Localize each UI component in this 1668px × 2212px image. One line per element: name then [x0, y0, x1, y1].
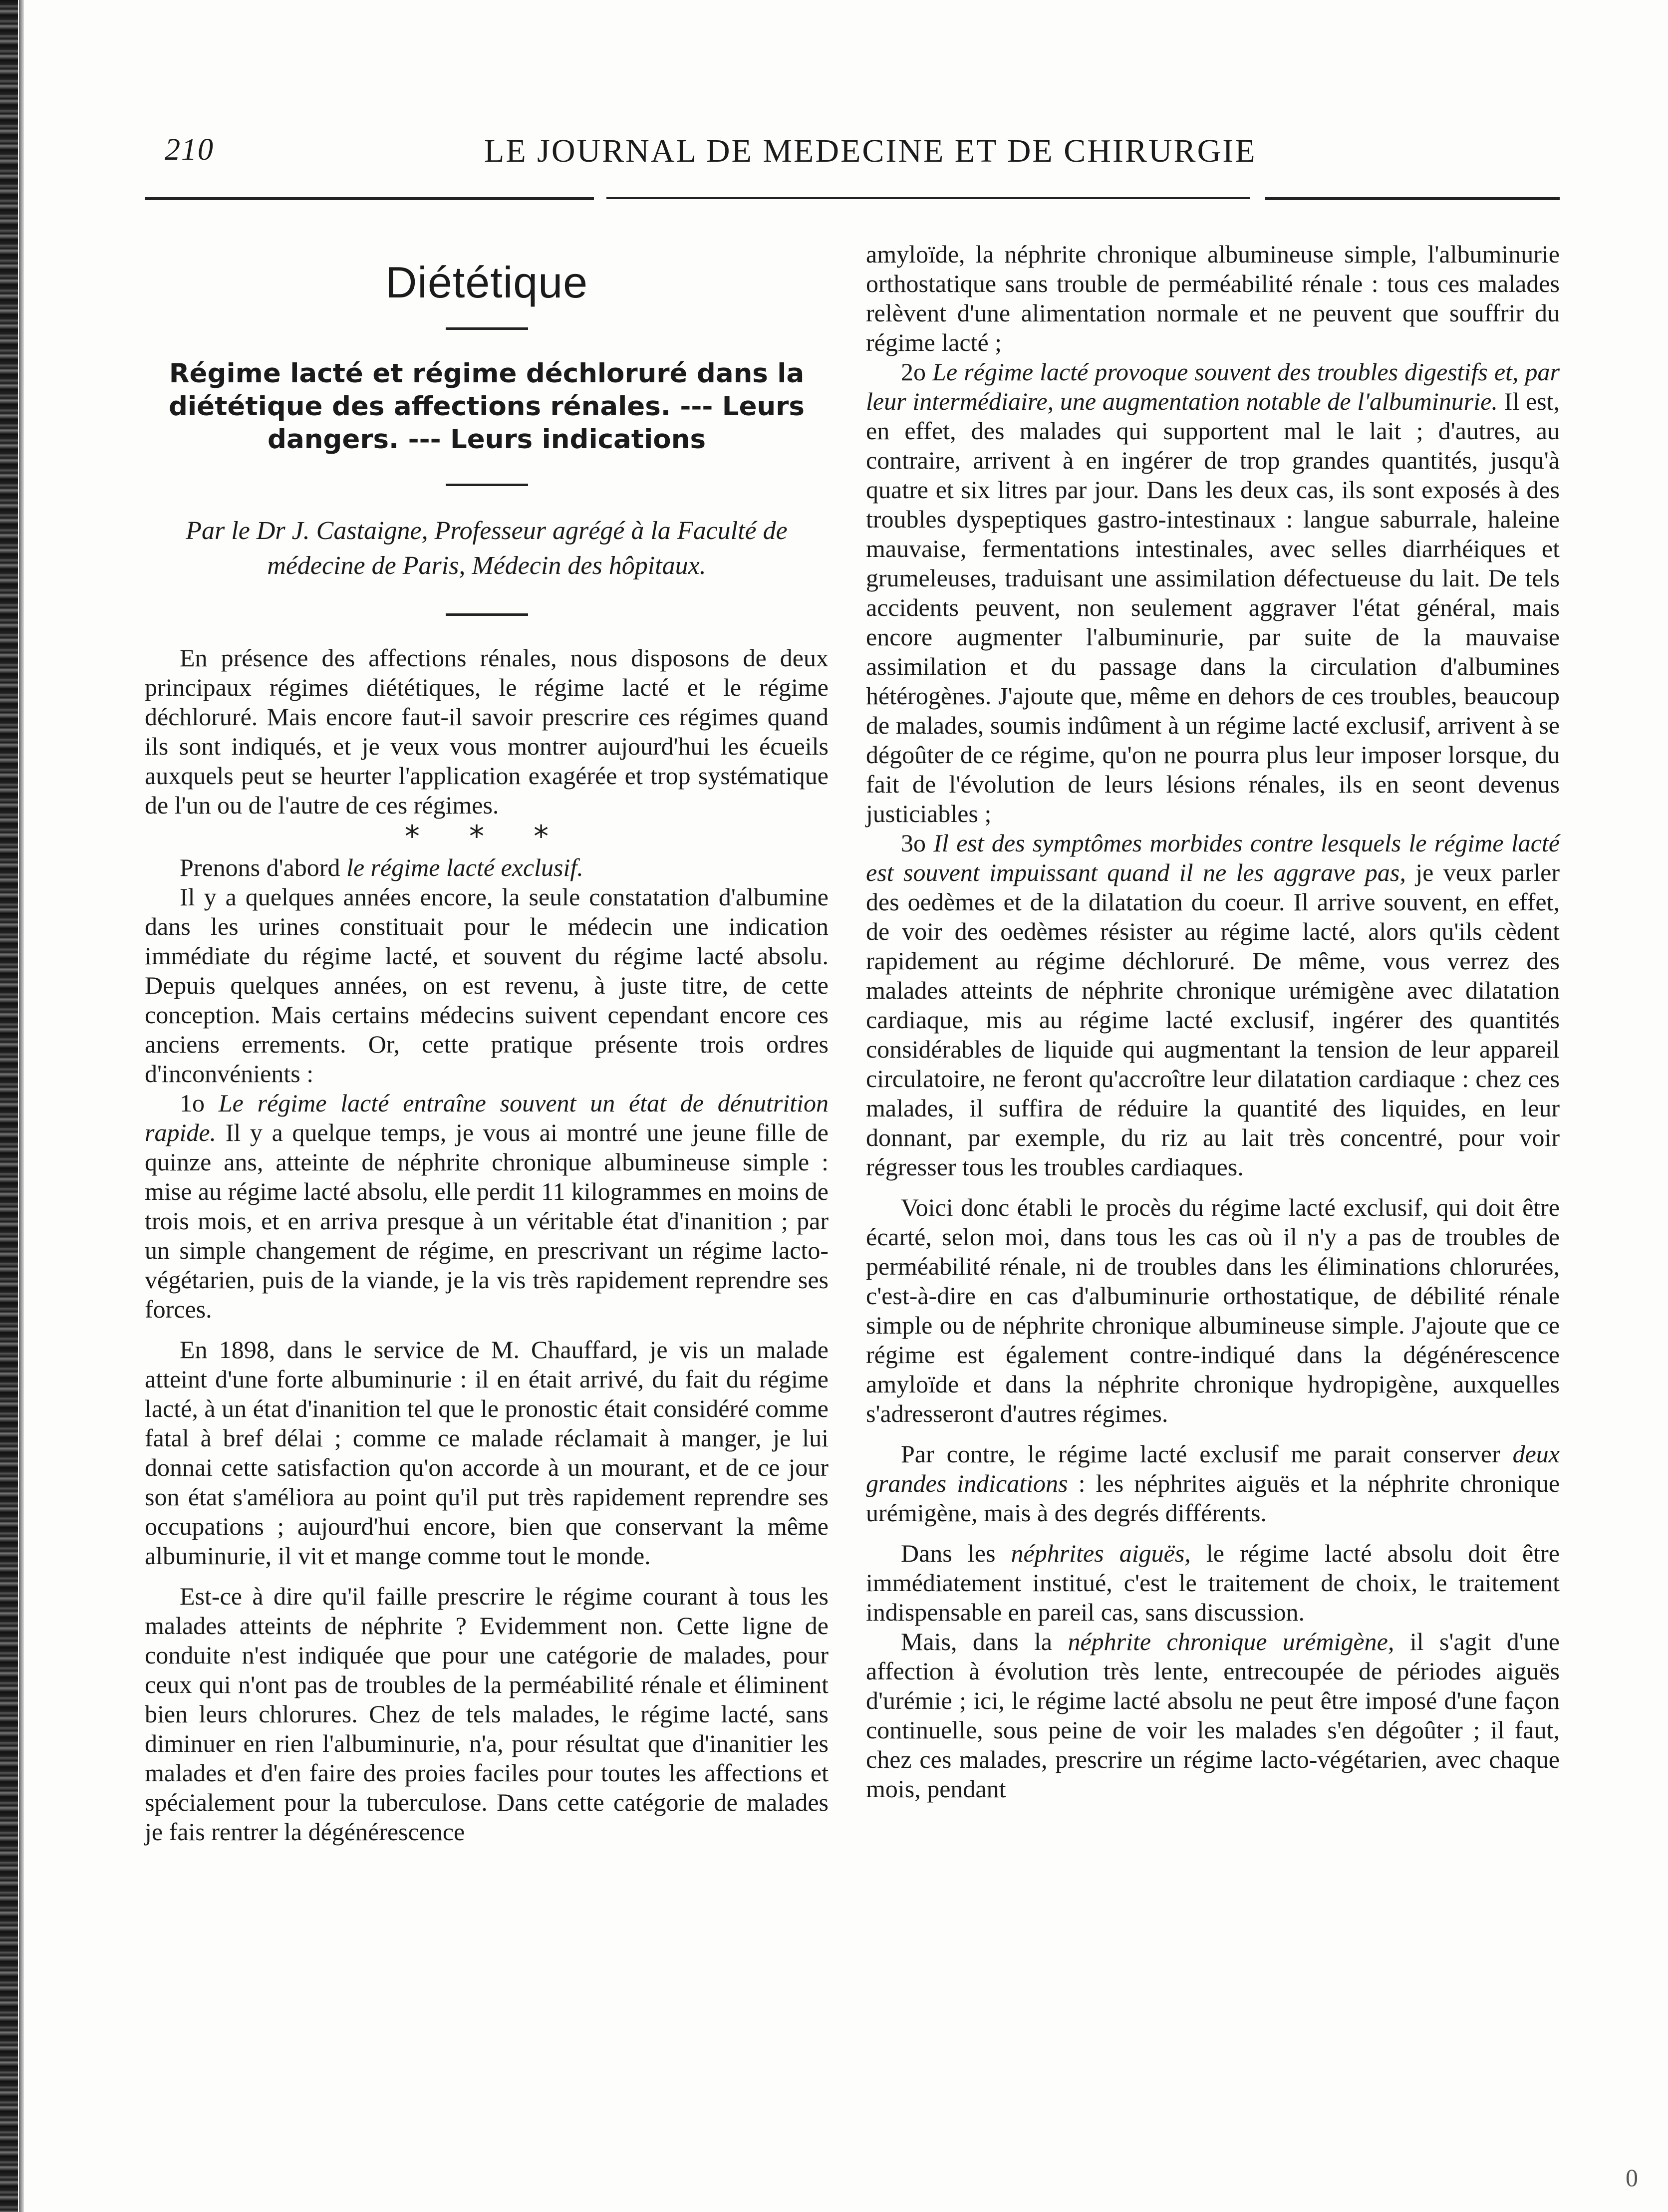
- paragraph-prenons-emphasis: le régime lacté exclusif.: [346, 853, 583, 881]
- byline-divider: [446, 613, 528, 616]
- uremigene-tail: il s'agit d'une affection à évolution très lente, entrecoupée de périodes aiguës d'urémie ; ici, le régime lacté absolu ne peut être imposé d'une façon continuelle, sous peine de voir les malades s'en dégoûter ; il faut, chez ces malades, prescrire un régime lacto-végétarien, avec chaque mois, pendant: [866, 1628, 1560, 1803]
- section-title: Diététique: [385, 258, 588, 307]
- article-headline: Régime lacté et régime déchloruré dans la diététique des affections rénales. --- Leurs dangers. --- Leurs indications: [169, 358, 805, 455]
- par-contre-emphasis: deux grandes indications: [866, 1440, 1560, 1497]
- scan-corner-mark: 0: [1626, 2164, 1638, 2192]
- point-2-number: 2o: [901, 358, 933, 386]
- paragraph-point-2: [866, 357, 1560, 829]
- journal-title: LE JOURNAL DE MEDECINE ET DE CHIRURGIE: [484, 133, 1257, 169]
- paragraph-point-1: [145, 1089, 829, 1324]
- point-3-heading: Il est des symptômes morbides contre lesquels le régime lacté est souvent impuissant quand il ne les aggrave pas,: [866, 829, 1560, 886]
- point-1-number: 1o: [180, 1089, 219, 1117]
- paragraph-constatation: Il y a quelques années encore, la seule constatation d'albumine dans les urines constituait pour le médecin une indication immédiate du régime lacté, et souvent du régime lacté absolu. Depuis quelques années, on est revenu, à juste titre, de cette conception. Mais certains médecins suivent cependant encore ces anciens errements. Or, cette pratique présente trois ordres d'inconvénients :: [145, 883, 829, 1088]
- aigues-emphasis: néphrites aiguës,: [1011, 1539, 1191, 1567]
- point-1-heading: Le régime lacté entraîne souvent un état de dénutrition rapide.: [145, 1089, 829, 1146]
- paragraph-est-ce: Est-ce à dire qu'il faille prescrire le régime courant à tous les malades atteints de néphrite ? Evidemment non. Cette ligne de conduite n'est indiquée que pour une catégorie de malades, pour ceux qui n'ont pas de troubles de la perméabilité rénale et éliminent bien leurs chlorures. Chez de tels malades, le régime lacté, sans diminuer en rien l'albuminurie, n'a, pour résultat que d'inanitier les malades et d'en faire des proies faciles pour toutes les affections et spécialement pour la tuberculose. Dans cette catégorie de malades je fais rentrer la dégénérescence: [145, 1582, 829, 1846]
- running-header: [165, 132, 1512, 177]
- uremigene-emphasis: néphrite chronique urémigène,: [1068, 1628, 1394, 1656]
- header-rule-left: [145, 197, 594, 200]
- paragraph-intro: En présence des affections rénales, nous disposons de deux principaux régimes diététiques, le régime lacté et le régime déchloruré. Mais encore faut-il savoir prescrire ces régimes quand ils sont indiqués, et je veux vous montrer aujourd'hui les écueils auxquels peut se heurter l'application exagérée et trop systématique de l'un ou de l'autre de ces régimes.: [145, 644, 829, 819]
- column-left: [145, 240, 829, 1847]
- paragraph-nephrites-aigues: [866, 1539, 1560, 1627]
- aigues-tail: le régime lacté absolu doit être immédiatement institué, c'est le traitement de choix, le traitement indispensable en pareil cas, sans discussion.: [866, 1539, 1560, 1626]
- headline-divider: [446, 484, 528, 486]
- paragraph-nephrite-uremigene: [866, 1627, 1560, 1804]
- paragraph-prenons: [145, 853, 829, 882]
- title-divider: [446, 327, 528, 330]
- aigues-lead: Dans les: [901, 1539, 1011, 1567]
- paragraph-point-3: [866, 829, 1560, 1182]
- par-contre-tail: : les néphrites aiguës et la néphrite chronique urémigène, mais à des degrés différents.: [866, 1469, 1560, 1527]
- column-right: [866, 240, 1560, 1804]
- paragraph-par-contre: [866, 1439, 1560, 1528]
- scan-binding-shadow: [19, 0, 24, 2212]
- point-2-heading: Le régime lacté provoque souvent des troubles digestifs et, par leur intermédiaire, une augmentation notable de l'albuminurie.: [866, 358, 1560, 415]
- asterism: * * *: [404, 819, 569, 854]
- point-1-text: Il y a quelque temps, je vous ai montré une jeune fille de quinze ans, atteinte de néphrite chronique albumineuse simple : mise au régime lacté absolu, elle perdit 11 kilogrammes en moins de trois mois, et en arriva presque à un véritable état d'inanition ; par un simple changement de régime, en prescrivant un régime lacto-végétarien, puis de la viande, je la vis très rapidement reprendre ses forces.: [145, 1118, 829, 1323]
- uremigene-lead: Mais, dans la: [901, 1628, 1068, 1656]
- point-2-text: Il est, en effet, des malades qui supportent mal le lait ; d'autres, au contraire, arrivent à en ingérer de trop grandes quantités, jusqu'à quatre et six litres par jour. Dans les deux cas, ils sont exposés à des troubles dyspeptiques gastro-intestinaux : langue saburrale, haleine mauvaise, fermentations intestinales, avec selles diarrhéiques et grumeleuses, traduisant une assimilation défectueuse du lait. De tels accidents peuvent, non seulement aggraver l'état général, mais encore augmenter l'albuminurie, par suite de la mauvaise assimilation et du passage dans la circulation d'albumines hétérogènes. J'ajoute que, même en dehors de ces troubles, beaucoup de malades, soumis indûment à un régime lacté exclusif, arrivent à se dégoûter de ce régime, qu'on ne pourra plus leur imposer lorsque, du fait de l'évolution de leurs lésions rénales, ils en seont devenus justiciables ;: [866, 387, 1560, 828]
- paragraph-amyloide: amyloïde, la néphrite chronique albumineuse simple, l'albuminurie orthostatique sans trouble de perméabilité rénale : tous ces malades relèvent d'une alimentation normale et ne peuvent que souffrir du régime lacté ;: [866, 240, 1560, 356]
- article-byline: Par le Dr J. Castaigne, Professeur agrégé à la Faculté de médecine de Paris, Médecin des hôpitaux.: [186, 517, 788, 580]
- header-rule-middle: [606, 197, 1250, 199]
- paragraph-prenons-lead: Prenons d'abord: [180, 853, 346, 881]
- page-number: 210: [165, 133, 214, 167]
- point-3-text: je veux parler des oedèmes et de la dilatation du coeur. Il arrive souvent, en effet, de voir des oedèmes résister au régime lacté, alors qu'ils cèdent rapidement au régime déchloruré. De même, vous verrez des malades atteints de néphrite chronique urémigène avec dilatation cardiaque, mis au régime lacté exclusif, ingérer des quantités considérables de liquide qui augmentant la tension de leur appareil circulatoire, ne feront qu'accroître leur dilatation cardiaque : chez ces malades, il suffira de réduire la quantité des liquides, en leur donnant, par exemple, du riz au lait très concentré, pour voir régresser tous les troubles cardiaques.: [866, 858, 1560, 1181]
- paragraph-1898: En 1898, dans le service de M. Chauffard, je vis un malade atteint d'une forte albuminurie : il en était arrivé, du fait du régime lacté, à un état d'inanition tel que le pronostic était considéré comme fatal à bref délai ; comme ce malade réclamait à manger, je lui donnai cette satisfaction qu'on accorde à un mourant, et de ce jour son état s'améliora au point qu'il put très rapidement reprendre ses occupations ; aujourd'hui encore, bien que conservant la même albuminurie, il vit et mange comme tout le monde.: [145, 1336, 829, 1570]
- point-3-number: 3o: [901, 829, 934, 857]
- scan-binding-edge: [0, 0, 18, 2212]
- par-contre-lead: Par contre, le régime lacté exclusif me parait conserver: [901, 1440, 1513, 1468]
- paragraph-voici: Voici donc établi le procès du régime lacté exclusif, qui doit être écarté, selon moi, dans tous les cas où il n'y a pas de troubles de perméabilité rénale, ni de troubles dans les éliminations chlorurées, c'est-à-dire en cas d'albuminurie orthostatique, de débilité rénale simple ou de néphrite chronique albumineuse simple. J'ajoute que ce régime est également contre-indiqué dans la dégénérescence amyloïde et dans la néphrite chronique hydropigène, auxquelles s'adresseront d'autres régimes.: [866, 1193, 1560, 1427]
- header-rule-right: [1265, 197, 1560, 200]
